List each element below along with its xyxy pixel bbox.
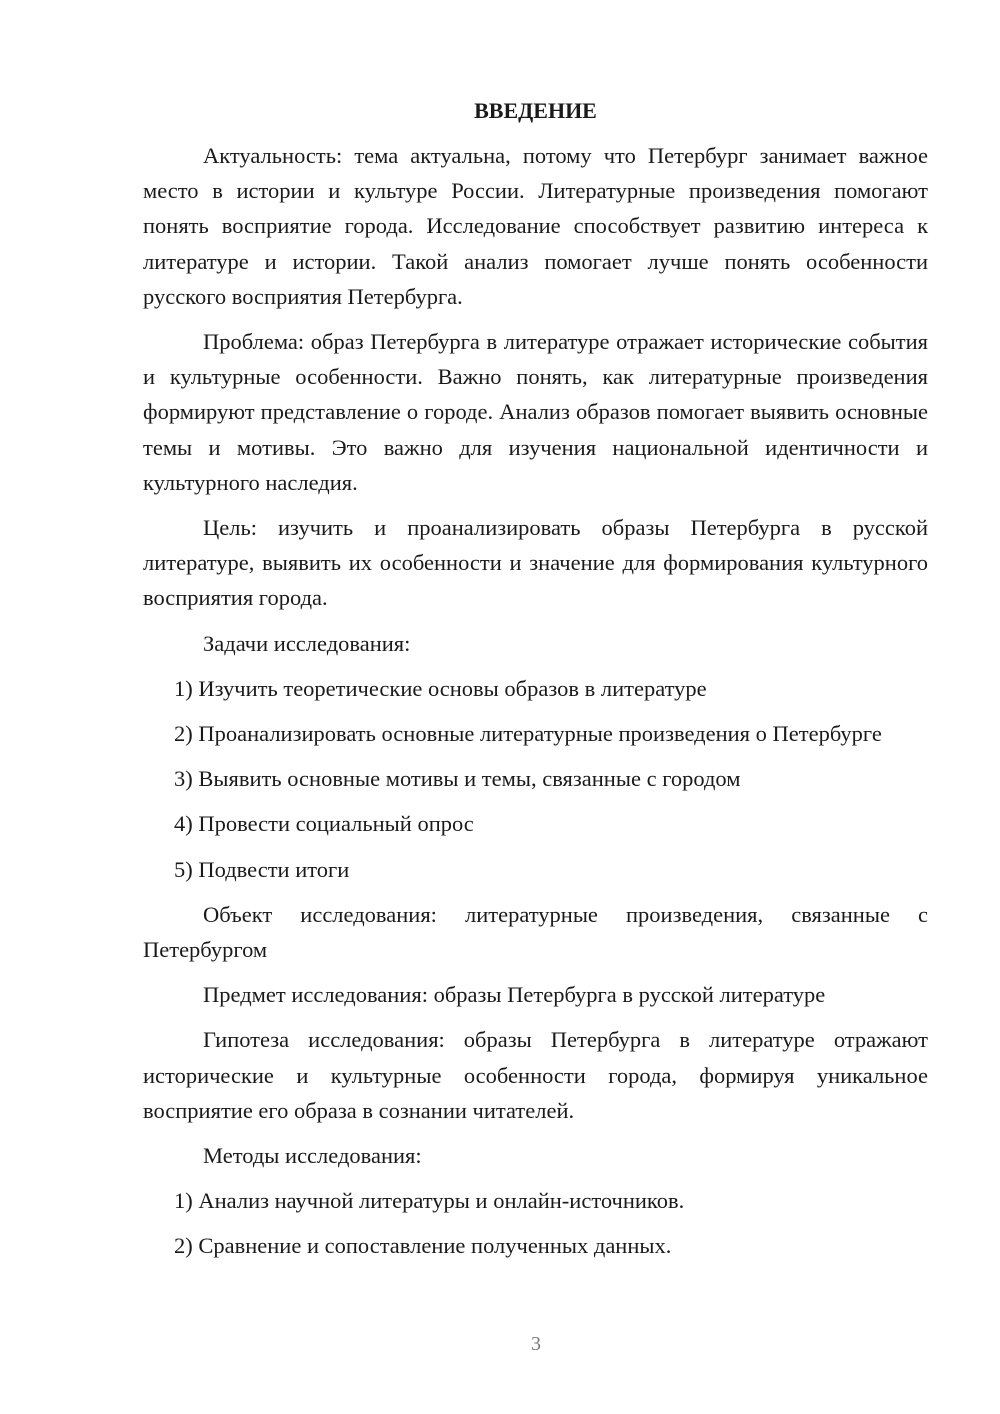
section-heading: ВВЕДЕНИЕ bbox=[474, 98, 597, 123]
tasks-title: Задачи исследования: bbox=[203, 630, 411, 656]
task-item: 2) Проанализировать основные литературные произведения о Петербурге bbox=[174, 721, 882, 747]
methods-title: Методы исследования: bbox=[203, 1143, 422, 1169]
page-number: 3 bbox=[531, 1333, 541, 1355]
page-content bbox=[143, 93, 928, 1274]
task-item: 5) Подвести итоги bbox=[174, 856, 350, 882]
problem-paragraph: Проблема: образ Петербурга в литературе отражает исторические события и культурные особенности. Важно понять, как литературные произведения формируют представление о городе. Анализ образов помогает выявить основные темы и мотивы. Это важно для изучения национальной идентичности и культурного наследия. bbox=[143, 329, 928, 495]
subject-paragraph: Предмет исследования: образы Петербурга в русской литературе bbox=[203, 982, 826, 1008]
hypothesis-paragraph: Гипотеза исследования: образы Петербурга в литературе отражают исторические и культурные особенности города, формируя уникальное восприятие его образа в сознании читателей. bbox=[143, 1027, 928, 1123]
method-item: 2) Сравнение и сопоставление полученных данных. bbox=[174, 1233, 672, 1259]
method-item: 1) Анализ научной литературы и онлайн-источников. bbox=[174, 1188, 685, 1214]
relevance-paragraph: Актуальность: тема актуальна, потому что Петербург занимает важное место в истории и культуре России. Литературные произведения помогают понять восприятие города. Исследование способствует развитию интереса к литературе и истории. Такой анализ помогает лучше понять особенности русского восприятия Петербурга. bbox=[143, 143, 928, 309]
task-item: 1) Изучить теоретические основы образов в литературе bbox=[174, 675, 707, 701]
object-paragraph: Объект исследования: литературные произведения, связанные с Петербургом bbox=[143, 901, 928, 963]
task-item: 3) Выявить основные мотивы и темы, связанные с городом bbox=[174, 766, 741, 792]
task-item: 4) Провести социальный опрос bbox=[174, 811, 474, 837]
goal-paragraph: Цель: изучить и проанализировать образы Петербурга в русской литературе, выявить их особенности и значение для формирования культурного восприятия города. bbox=[143, 515, 928, 611]
